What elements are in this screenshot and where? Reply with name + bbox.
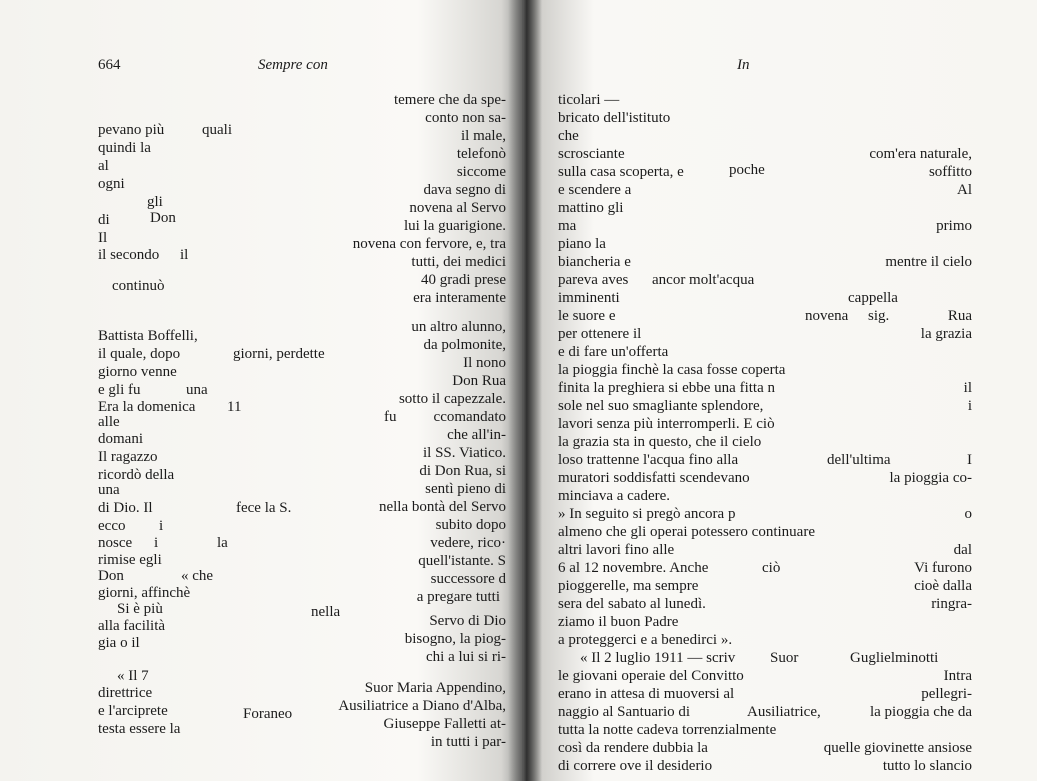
text-line: o (964, 506, 972, 522)
running-title-right: In (737, 57, 750, 73)
text-line: chi a lui si ri- (426, 649, 506, 665)
text-line: alla facilità (98, 618, 166, 634)
text-line: Servo di Dio (429, 613, 506, 629)
text-line: finita la preghiera si ebbe una fitta n (558, 380, 775, 396)
text-line: domani (98, 431, 143, 447)
text-line: Don Rua (452, 373, 506, 389)
text-line: quelle giovinette ansiose (823, 740, 972, 756)
text-line: almeno che gli operai potessero continuare (558, 524, 815, 540)
text-line: Battista Boffelli, (98, 328, 198, 344)
text-line: pevano più (98, 122, 165, 138)
text-line: telefonò (456, 146, 506, 162)
text-line: bricato dell'istituto (558, 110, 671, 126)
text-line: pellegri- (921, 686, 972, 702)
text-line: il male, (461, 128, 506, 144)
text-line: vedere, rico· (430, 535, 506, 551)
text-line: così da rendere dubbia la (558, 740, 708, 756)
text-line: era interamente (413, 290, 506, 306)
text-line: sera del sabato al lunedì. (558, 596, 706, 612)
text-line: novena con fervore, e, tra (352, 236, 506, 252)
text-line: Don (150, 210, 176, 226)
text-line: dell'ultima (827, 452, 891, 468)
text-line: in tutti i par- (430, 734, 506, 750)
text-line: tutti, dei medici (411, 254, 506, 270)
text-line: mattino gli (558, 200, 624, 216)
text-line: Ausiliatrice, (747, 704, 821, 720)
text-line: di (98, 212, 110, 228)
text-line: di correre ove il desiderio (558, 758, 713, 774)
page-number: 664 (98, 57, 121, 73)
text-line: naggio al Santuario di (558, 704, 691, 720)
text-line: Giuseppe Falletti at- (383, 716, 506, 732)
text-line: poche (729, 162, 765, 178)
text-line: che (558, 128, 579, 144)
text-line: erano in attesa di muoversi al (558, 686, 735, 702)
text-line: 6 al 12 novembre. Anche (558, 560, 709, 576)
book-gutter (508, 0, 542, 781)
text-line: Il nono (463, 355, 506, 371)
text-line: una (186, 382, 208, 398)
text-line: ringra- (931, 596, 972, 612)
text-line: mentre il cielo (885, 254, 972, 270)
right-page (522, 0, 1037, 781)
text-line: I (967, 452, 972, 468)
text-line: conto non sa- (425, 110, 506, 126)
text-line: la grazia sta in questo, che il cielo (558, 434, 762, 450)
text-line: i (154, 535, 159, 551)
text-line: ancor molt'acqua (652, 272, 755, 288)
text-line: da polmonite, (423, 337, 506, 353)
text-line: nosce (98, 535, 133, 551)
text-line: Si è più (117, 601, 163, 617)
text-line: il (180, 247, 189, 263)
text-line: nella bontà del Servo (378, 499, 506, 515)
text-line: quell'istante. S (418, 553, 506, 569)
text-line: Ausiliatrice a Diano d'Alba, (338, 698, 506, 714)
text-line: « Il 7 (117, 668, 149, 684)
text-line: Guglielminotti (850, 650, 939, 666)
text-line: dava segno di (423, 182, 506, 198)
text-line: scrosciante (558, 146, 625, 162)
text-line: la pioggia che da (869, 704, 972, 720)
text-line: di Dio. Il (98, 500, 153, 516)
text-line: Foraneo (243, 706, 293, 722)
text-line: » In seguito si pregò ancora p (558, 506, 736, 522)
text-line: minciava a cadere. (558, 488, 671, 504)
text-line: sotto il capezzale. (398, 391, 506, 407)
text-line: soffitto (928, 164, 972, 180)
text-line: lavori senza più interromperli. E ciò (558, 416, 775, 432)
text-line: e l'arciprete (98, 703, 168, 719)
text-line: Rua (947, 308, 972, 324)
text-line: altri lavori fino alle (558, 542, 675, 558)
text-line: di Don Rua, si (419, 463, 506, 479)
text-line: Il ragazzo (98, 449, 158, 465)
text-line: giorni, perdette (233, 346, 325, 362)
text-line: i (159, 518, 164, 534)
text-line: un altro alunno, (411, 319, 506, 335)
running-title-left: Sempre con (258, 57, 328, 73)
text-line: pareva aves (558, 272, 629, 288)
text-line: Il (98, 230, 108, 246)
text-line: Suor (770, 650, 799, 666)
text-line: gia o il (98, 635, 140, 651)
text-line: il (963, 380, 972, 396)
text-line: quindi la (98, 140, 151, 156)
text-line: loso trattenne l'acqua fino alla (558, 452, 739, 468)
text-line: Era la domenica (98, 399, 196, 415)
text-line: dal (953, 542, 972, 558)
text-line: successore d (430, 571, 506, 587)
text-line: primo (936, 218, 972, 234)
text-line: ecco (98, 518, 126, 534)
text-line: tutta la notte cadeva torrenzialmente (558, 722, 777, 738)
text-line: quali (202, 122, 232, 138)
text-line: la pioggia co- (889, 470, 972, 486)
text-line: fu (384, 409, 397, 425)
text-line: subito dopo (435, 517, 506, 533)
text-line: la pioggia finchè la casa fosse coperta (558, 362, 786, 378)
text-line: direttrice (98, 685, 153, 701)
text-line: a pregare tutti (416, 589, 500, 605)
text-line: Al (957, 182, 972, 198)
text-line: le giovani operaie del Convitto (558, 668, 744, 684)
text-line: e gli fu (98, 382, 141, 398)
text-line: sole nel suo smagliante splendore, (558, 398, 764, 414)
text-line: imminenti (558, 290, 620, 306)
text-line: 11 (227, 399, 242, 415)
text-line: com'era naturale, (869, 146, 972, 162)
text-line: continuò (112, 278, 165, 294)
text-line: muratori soddisfatti scendevano (558, 470, 750, 486)
text-line: ziamo il buon Padre (558, 614, 679, 630)
text-line: pioggerelle, ma sempre (558, 578, 699, 594)
text-line: giorno venne (98, 364, 177, 380)
text-line: temere che da spe- (393, 92, 506, 108)
text-line: Suor Maria Appendino, (364, 680, 506, 696)
text-line: novena (805, 308, 849, 324)
text-line: Intra (943, 668, 972, 684)
text-line: la grazia (920, 326, 972, 342)
text-line: testa essere la (98, 721, 181, 737)
text-line: « che (181, 568, 214, 584)
text-line: ma (558, 218, 577, 234)
text-line: bisogno, la piog- (404, 631, 506, 647)
text-line: ogni (98, 176, 125, 192)
text-line: sig. (868, 308, 890, 324)
text-line: siccome (456, 164, 506, 180)
text-line: Vi furono (914, 560, 972, 576)
text-line: i (967, 398, 972, 414)
text-line: Don (98, 568, 124, 584)
text-line: giorni, affinchè (98, 585, 191, 601)
text-line: sulla casa scoperta, e (558, 164, 684, 180)
text-line: ticolari — (558, 92, 620, 108)
text-line: ciò (762, 560, 781, 576)
text-line: e di fare un'offerta (558, 344, 669, 360)
text-line: al (98, 158, 109, 174)
text-line: e scendere a (558, 182, 632, 198)
text-line: cappella (848, 290, 898, 306)
text-line: 40 gradi prese (421, 272, 506, 288)
text-line: rimise egli (98, 552, 162, 568)
text-line: il secondo (98, 247, 160, 263)
text-line: una (98, 482, 120, 498)
text-line: ccomandato (433, 409, 506, 425)
text-line: tutto lo slancio (882, 758, 972, 774)
text-line: per ottenere il (558, 326, 642, 342)
text-line: a proteggerci e a benedirci ». (558, 632, 733, 648)
text-line: piano la (558, 236, 606, 252)
text-line: cioè dalla (914, 578, 972, 594)
text-line: lui la guarigione. (403, 218, 506, 234)
text-line: « Il 2 luglio 1911 — scriv (580, 650, 736, 666)
text-line: le suore e (558, 308, 616, 324)
text-line: nella (311, 604, 341, 620)
text-line: il SS. Viatico. (423, 445, 506, 461)
text-line: che all'in- (447, 427, 506, 443)
text-line: gli (147, 194, 163, 210)
text-line: alle (98, 414, 120, 430)
text-line: ricordò della (98, 467, 175, 483)
text-line: la (217, 535, 228, 551)
text-line: sentì pieno di (425, 481, 506, 497)
text-line: fece la S. (236, 500, 292, 516)
text-line: biancheria e (558, 254, 631, 270)
text-line: il quale, dopo (98, 346, 181, 362)
text-line: novena al Servo (409, 200, 506, 216)
